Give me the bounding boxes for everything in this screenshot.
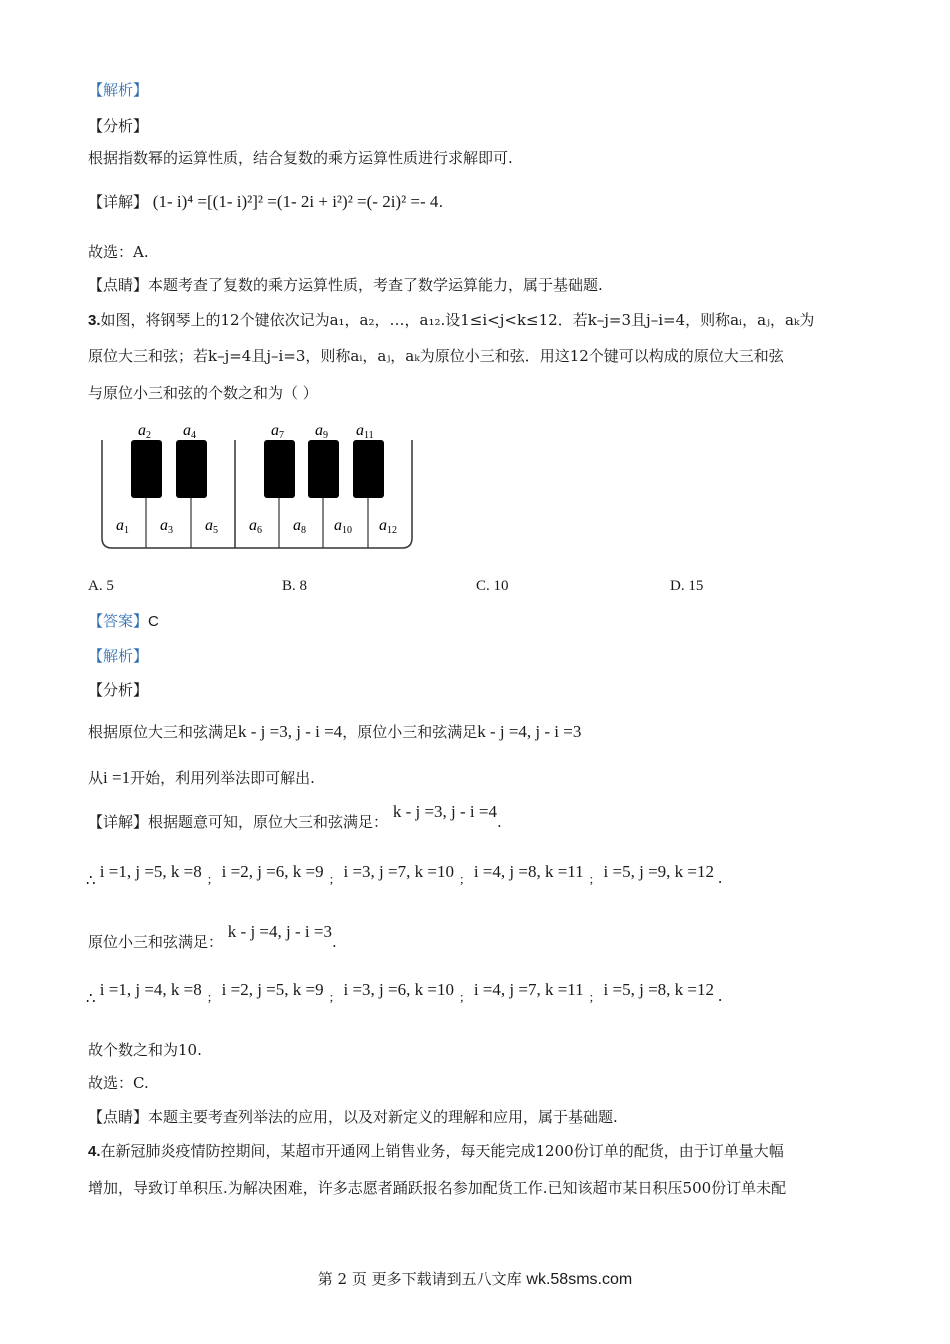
answer-choice-2: 故选：C. [88,1074,149,1092]
option-d: D. 15 [670,578,704,594]
fenxi-text-2: ，原位小三和弦满足 [342,723,478,741]
white-key-label: a6 [249,517,262,536]
white-key-label: a8 [293,517,306,536]
question-4-text-1: 在新冠肺炎疫情防控期间，某超市开通网上销售业务，每天能完成1200份订单的配货，由于订单量大幅 [100,1142,784,1160]
black-key [308,440,339,498]
fenxi-formula-2: k - j =4, j - i =3 [477,722,582,741]
start-formula: i =1 [103,768,131,787]
question-4-line-1 [88,1141,784,1162]
black-key-label: a7 [271,422,284,441]
minor-formula: k - j =4, j - i =3 [227,922,332,941]
fenxi-text-1: 根据原位大三和弦满足 [88,723,239,741]
black-key-label: a2 [138,422,151,441]
start-text-1: 从 [88,769,104,787]
xiangjie-line: 【详解】 (1- i)⁴ =[(1- i)²]² =(1- 2i + i²)² =(- 2i)² =- 4. [88,192,444,211]
xiangjie-formula-2: k - j =3, j - i =4 [392,802,497,821]
start-text-2: 开始，利用列举法即可解出. [130,769,315,787]
major-item: i =3, j =7, k =10 [343,862,454,881]
daan-label: 【答案】 [88,612,149,630]
question-3-line-2: 原位大三和弦；若k–j=4且j–i=3，则称aᵢ，aⱼ，aₖ为原位小三和弦．用这12个键可以构成的原位大三和弦 [88,347,784,365]
minor-item: i =5, j =8, k =12 [603,980,714,999]
daan-value: C [148,613,159,630]
xiangjie-line-2: 【详解】根据题意可知，原位大三和弦满足： k - j =3, j - i =4. [88,802,502,831]
dianjing-note-2: 【点睛】本题主要考查列举法的应用，以及对新定义的理解和应用，属于基础题. [88,1108,618,1126]
minor-item: i =2, j =5, k =9 [221,980,324,999]
black-key-label: a4 [183,422,196,441]
piano-keyboard-figure [96,418,418,554]
major-item: i =1, j =5, k =8 [99,862,202,881]
option-b: B. 8 [282,578,308,594]
fenxi-heading-2: 【分析】 [88,681,149,699]
option-a: A. 5 [88,578,114,594]
major-item: i =5, j =9, k =12 [603,862,714,881]
xiangjie-label-2: 【详解】 [88,813,149,831]
question-text: 如图，将钢琴上的12个键依次记为a₁，a₂，…，a₁₂.设1≤i<j<k≤12．若k–j=3且j–i=4，则称aᵢ，aⱼ，aₖ为 [100,311,815,329]
xiangjie-formula: (1- i)⁴ =[(1- i)²]² =(1- 2i + i²)² =(- 2i)² =- 4 [152,192,439,211]
black-key-label: a11 [356,422,374,441]
footer-text: 第 2 页 更多下载请到五八文库 [317,1270,527,1288]
question-4-line-2: 增加，导致订单积压.为解决困难，许多志愿者踊跃报名参加配货工作.已知该超市某日积压500份订单未配 [88,1179,787,1197]
footer-url[interactable]: wk.58sms.com [526,1271,633,1288]
question-number-4: 4. [88,1143,101,1160]
fenxi-text: 根据指数幂的运算性质，结合复数的乘方运算性质进行求解即可. [88,149,513,167]
fenxi-heading: 【分析】 [88,117,149,135]
white-key-label: a5 [205,517,218,536]
minor-item: i =3, j =6, k =10 [343,980,454,999]
black-key [176,440,207,498]
therefore-symbol: ∴ [86,873,96,889]
white-key-label: a1 [116,517,129,536]
major-item: i =4, j =8, k =11 [473,862,584,881]
xiangjie-text-2: 根据题意可知，原位大三和弦满足： [148,813,389,831]
minor-item: i =1, j =4, k =8 [99,980,202,999]
white-key-label: a3 [160,517,173,536]
white-key-label: a12 [379,517,397,536]
start-line [88,768,315,788]
minor-text: 原位小三和弦满足： [88,933,224,951]
xiangjie-label: 【详解】 [88,193,149,211]
white-key-label: a10 [334,517,352,536]
fenxi-formula-1: k - j =3, j - i =4 [238,722,343,741]
answer-line [88,611,159,632]
jiexi-heading: 【解析】 [88,81,149,99]
dianjing-note: 【点睛】本题考查了复数的乘方运算性质，考查了数学运算能力，属于基础题. [88,276,603,294]
page-footer [0,1268,950,1289]
black-key [353,440,384,498]
therefore-symbol-2: ∴ [86,991,96,1007]
black-key-label: a9 [315,422,328,441]
fenxi-line [88,722,581,742]
black-key [131,440,162,498]
question-number: 3. [88,312,101,329]
answer-choice: 故选：A. [88,243,149,261]
major-item: i =2, j =6, k =9 [221,862,324,881]
minor-line: 原位小三和弦满足： k - j =4, j - i =3. [88,922,337,951]
sum-text: 故个数之和为10. [88,1041,202,1059]
minor-item: i =4, j =7, k =11 [473,980,584,999]
major-chord-list: ∴ i =1, j =5, k =8 ; i =2, j =6, k =9 ; i =3, j =7, k =10 ; i =4, j =8, k =11 ; i =5, j =9, k =12 . [86,862,723,889]
option-c: C. 10 [476,578,509,594]
question-3-line-3: 与原位小三和弦的个数之和为（ ） [88,384,318,402]
question-3-line-1 [88,310,814,331]
black-key [264,440,295,498]
jiexi-heading-2: 【解析】 [88,647,149,665]
minor-chord-list: ∴ i =1, j =4, k =8 ; i =2, j =5, k =9 ; i =3, j =6, k =10 ; i =4, j =7, k =11 ; i =5, j =8, k =12 . [86,980,723,1007]
